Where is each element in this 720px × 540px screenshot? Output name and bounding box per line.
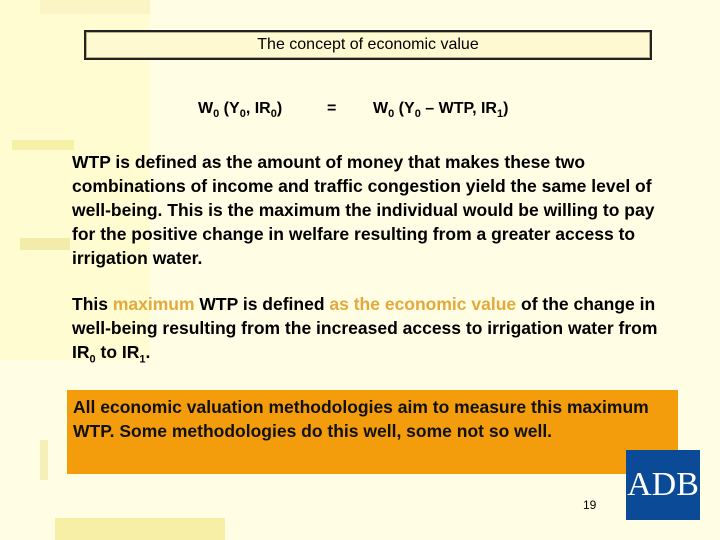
economic-value-paragraph — [72, 292, 672, 372]
adb-logo — [626, 450, 700, 520]
paragraph-text: This — [72, 294, 113, 314]
wtp-definition-paragraph: WTP is defined as the amount of money that makes these two combinations of income and traffic congestion yield the same level of well-being. This is the maximum the individual would be willing to pay for the positive change in welfare resulting from a greater access to irrigation water. — [72, 152, 655, 268]
background-decoration — [40, 0, 150, 14]
eq-subscript: 0 — [213, 108, 220, 121]
paragraph-text: . — [145, 342, 151, 362]
subscript: 1 — [139, 353, 146, 366]
equation-left-side — [198, 100, 282, 120]
callout-box — [67, 390, 678, 474]
background-decoration — [12, 140, 74, 150]
background-decoration — [20, 238, 70, 250]
logo-text: ADB — [627, 466, 699, 503]
eq-subscript: 0 — [388, 108, 395, 121]
slide-title-text: The concept of economic value — [257, 36, 479, 53]
paragraph-text: to IR — [95, 342, 140, 362]
eq-text: ) — [503, 100, 509, 117]
background-decoration — [55, 518, 225, 540]
page-number: 19 — [583, 498, 597, 512]
eq-subscript: 0 — [239, 108, 246, 121]
highlight-text: as the economic value — [329, 294, 517, 314]
background-decoration — [40, 440, 48, 480]
subscript: 0 — [89, 353, 96, 366]
equation-right-side — [373, 100, 508, 120]
eq-text: , IR — [245, 100, 271, 117]
paragraph-text: of the change in well-being resulting from the increased access to irrigation water from IR — [72, 294, 658, 362]
eq-text: W — [373, 100, 389, 117]
eq-text: (Y — [219, 100, 240, 117]
eq-text: – WTP, IR — [420, 100, 497, 117]
paragraph-text: WTP is defined — [194, 294, 330, 314]
equation-equals-sign: = — [327, 100, 337, 117]
callout-text: All economic valuation methodologies aim to measure this maximum WTP. Some methodologies do this well, some not so well. — [73, 397, 649, 441]
slide-title — [84, 30, 652, 60]
eq-text: W — [198, 100, 214, 117]
eq-text: (Y — [394, 100, 415, 117]
highlight-text: maximum — [112, 294, 195, 314]
eq-text: ) — [276, 100, 283, 117]
eq-subscript: 0 — [270, 108, 277, 121]
eq-subscript: 1 — [496, 108, 504, 121]
eq-subscript: 0 — [414, 108, 421, 121]
